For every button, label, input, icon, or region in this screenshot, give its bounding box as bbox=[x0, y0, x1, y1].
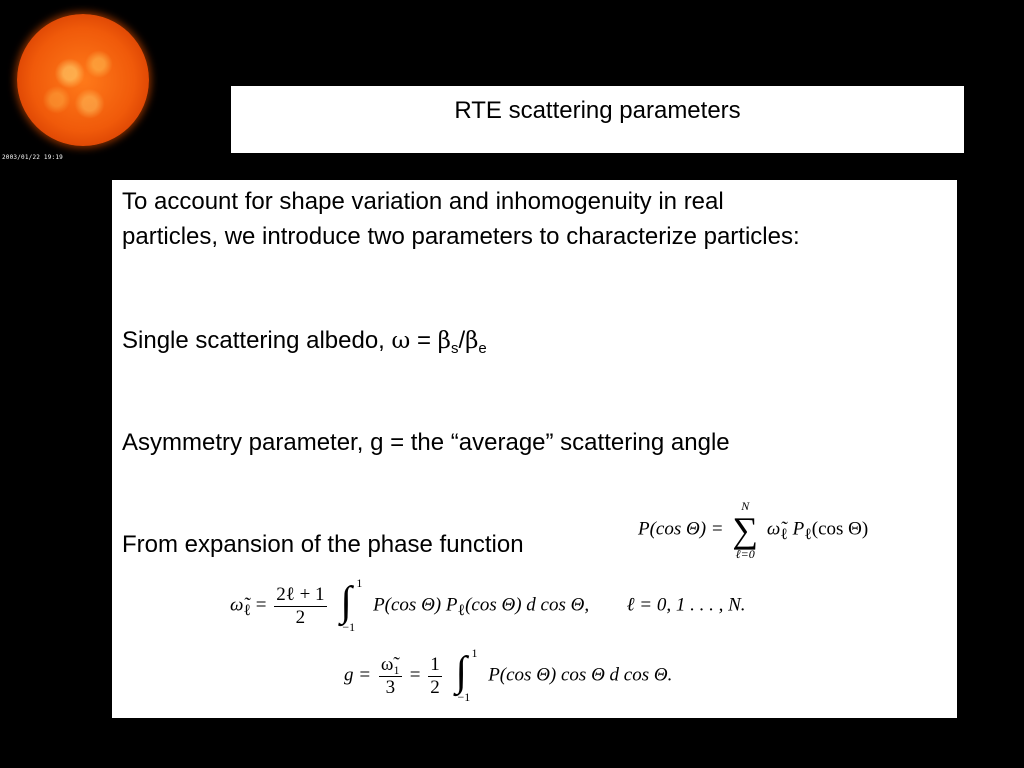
phase-function-equation bbox=[638, 500, 868, 570]
asymmetry-equation bbox=[344, 646, 673, 712]
image-timestamp: 2003/01/22 19:19 bbox=[2, 154, 63, 161]
sum-operator bbox=[732, 500, 758, 560]
integral-glyph: ∫ bbox=[340, 579, 352, 625]
eq3-integrand: P(cos Θ) cos Θ d cos Θ. bbox=[488, 664, 673, 686]
albedo-line bbox=[122, 323, 487, 366]
title-box bbox=[231, 86, 964, 153]
eq1-p-sub: ℓ bbox=[804, 526, 812, 544]
eq3-den2: 2 bbox=[430, 676, 440, 698]
albedo-label: Single scattering albedo, bbox=[122, 327, 392, 354]
eq3-den1: 3 bbox=[385, 676, 396, 698]
expansion-line: From expansion of the phase function bbox=[122, 531, 524, 558]
moment-equation bbox=[230, 576, 746, 640]
sub-e: e bbox=[478, 340, 487, 357]
eq2-eq: = bbox=[251, 594, 272, 616]
intro-paragraph bbox=[122, 184, 800, 254]
eq3-eq: = bbox=[409, 664, 426, 686]
eq3-integral bbox=[453, 646, 479, 704]
eq2-integrand: P(cos Θ) P bbox=[373, 594, 458, 616]
eq2-int-lower: −1 bbox=[342, 620, 356, 634]
eq3-num2: 1 bbox=[430, 653, 440, 675]
intro-line-2: particles, we introduce two parameters to characterize particles: bbox=[122, 223, 800, 250]
sun-image bbox=[0, 0, 162, 165]
eq2-fraction bbox=[274, 584, 326, 629]
eq1-p: P bbox=[787, 518, 805, 540]
slash: / bbox=[458, 327, 466, 354]
eq2-lhs: ω̃ bbox=[230, 594, 244, 616]
sub-s: s bbox=[450, 340, 459, 357]
eq2-integrand-2: (cos Θ) d cos Θ, bbox=[465, 594, 590, 616]
omega-symbol: ω bbox=[391, 328, 411, 354]
eq3-num1: ω̃₁ bbox=[380, 653, 400, 675]
sum-upper: N bbox=[741, 499, 750, 513]
eq3-lhs: g = bbox=[344, 664, 376, 686]
sigma-glyph: ∑ bbox=[732, 510, 759, 550]
eq2-integral bbox=[338, 576, 364, 634]
eq1-omega: ω̃ bbox=[766, 518, 781, 540]
intro-line-1: To account for shape variation and inhomogenuity in real bbox=[122, 188, 724, 215]
integral-glyph-2: ∫ bbox=[455, 649, 467, 695]
eq3-fraction-1 bbox=[379, 654, 402, 699]
eq3-int-lower: −1 bbox=[457, 690, 471, 704]
asymmetry-line: Asymmetry parameter, g = the “average” scattering angle bbox=[122, 429, 730, 456]
eq1-arg: (cos Θ) bbox=[811, 518, 869, 540]
eq3-fraction-2 bbox=[428, 654, 442, 699]
eq2-lhs-sub: ℓ bbox=[243, 602, 252, 620]
content-box bbox=[112, 180, 957, 718]
eq2-int-upper: 1 bbox=[356, 576, 363, 590]
eq1-lhs: P(cos Θ) = bbox=[638, 518, 729, 540]
eq2-numerator: 2ℓ + 1 bbox=[276, 583, 325, 605]
beta-e-symbol: β bbox=[465, 328, 479, 354]
eq2-integrand-sub: ℓ bbox=[457, 602, 466, 620]
sum-lower: ℓ=0 bbox=[735, 547, 755, 561]
sun-disk bbox=[17, 14, 149, 146]
albedo-equals: = bbox=[410, 327, 438, 354]
eq2-denominator: 2 bbox=[295, 606, 306, 628]
eq2-tail: ℓ = 0, 1 . . . , N. bbox=[626, 594, 746, 616]
eq1-omega-sub: ℓ bbox=[780, 526, 788, 544]
eq3-int-upper: 1 bbox=[471, 646, 478, 660]
slide-title: RTE scattering parameters bbox=[454, 97, 741, 124]
beta-s-symbol: β bbox=[437, 328, 451, 354]
